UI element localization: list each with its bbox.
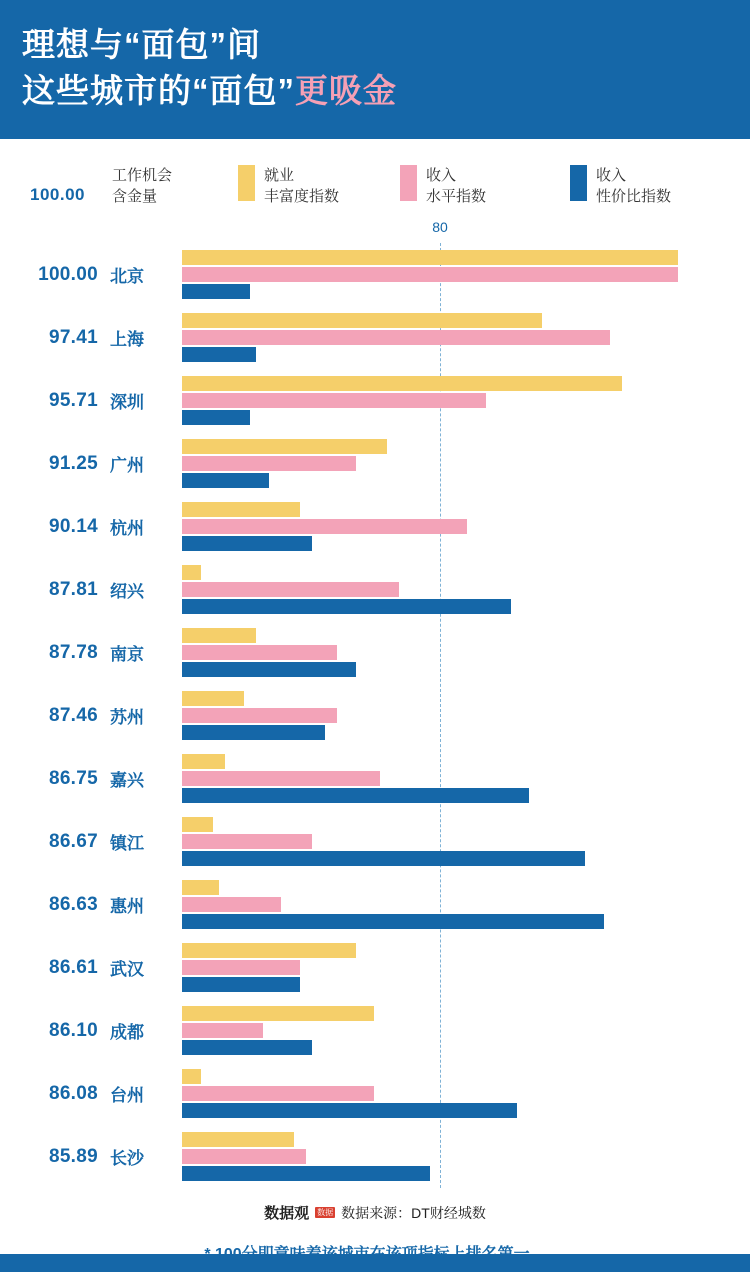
row-score: 87.78 bbox=[48, 641, 98, 663]
source-text: 数据来源：DT财经城数 bbox=[341, 1204, 486, 1221]
legend-label-income-value bbox=[596, 165, 671, 207]
row-city-label: 深圳 bbox=[110, 393, 144, 412]
bar-blue bbox=[182, 599, 511, 614]
row-bars bbox=[182, 1066, 750, 1122]
row-bars bbox=[182, 499, 750, 555]
chart-row bbox=[0, 243, 750, 306]
legend-swatch-blue bbox=[570, 165, 587, 201]
bar-yellow bbox=[182, 880, 219, 895]
row-bars bbox=[182, 814, 750, 870]
legend-item-employment-richness bbox=[238, 165, 339, 207]
row-city-label: 台州 bbox=[110, 1086, 144, 1105]
chart-row bbox=[0, 432, 750, 495]
bar-chart bbox=[0, 219, 750, 1194]
row-city-label: 成都 bbox=[110, 1023, 144, 1042]
bar-pink bbox=[182, 456, 356, 471]
row-score: 91.25 bbox=[48, 452, 98, 474]
legend-label-line-1: 收入 bbox=[596, 167, 627, 184]
bar-yellow bbox=[182, 1132, 294, 1147]
source-line bbox=[264, 1202, 486, 1223]
chart-row bbox=[0, 747, 750, 810]
legend-item-income-level bbox=[400, 165, 486, 207]
chart-row bbox=[0, 1062, 750, 1125]
row-score: 90.14 bbox=[48, 515, 98, 537]
row-score: 86.61 bbox=[48, 956, 98, 978]
row-bars bbox=[182, 688, 750, 744]
legend-score-title-line-2: 含金量 bbox=[112, 188, 158, 205]
row-score: 86.10 bbox=[48, 1019, 98, 1041]
bar-pink bbox=[182, 897, 281, 912]
row-score: 87.46 bbox=[48, 704, 98, 726]
title-line-2 bbox=[22, 68, 750, 114]
row-city-label: 长沙 bbox=[110, 1149, 144, 1168]
row-score: 86.67 bbox=[48, 830, 98, 852]
row-score: 86.75 bbox=[48, 767, 98, 789]
row-bars bbox=[182, 877, 750, 933]
row-city-label: 上海 bbox=[110, 330, 144, 349]
bar-pink bbox=[182, 1086, 374, 1101]
title-line-2-prefix: 这些城市的“面包” bbox=[22, 72, 295, 109]
bar-pink bbox=[182, 393, 486, 408]
title-line-1: 理想与“面包”间 bbox=[22, 26, 261, 63]
bar-pink bbox=[182, 330, 610, 345]
chart-row bbox=[0, 1125, 750, 1188]
header-banner bbox=[0, 0, 750, 139]
chart-row bbox=[0, 873, 750, 936]
row-bars bbox=[182, 940, 750, 996]
chart-row bbox=[0, 810, 750, 873]
bar-pink bbox=[182, 960, 300, 975]
bar-yellow bbox=[182, 1069, 201, 1084]
bar-yellow bbox=[182, 565, 201, 580]
row-city-label: 苏州 bbox=[110, 708, 144, 727]
bar-yellow bbox=[182, 376, 622, 391]
chart-row bbox=[0, 495, 750, 558]
bar-blue bbox=[182, 1103, 517, 1118]
bar-yellow bbox=[182, 502, 300, 517]
bar-yellow bbox=[182, 439, 387, 454]
bar-blue bbox=[182, 347, 256, 362]
row-bars bbox=[182, 562, 750, 618]
bar-pink bbox=[182, 1149, 306, 1164]
chart-rows bbox=[0, 219, 750, 1188]
chart-row bbox=[0, 999, 750, 1062]
bar-pink bbox=[182, 645, 337, 660]
bar-yellow bbox=[182, 943, 356, 958]
row-bars bbox=[182, 1129, 750, 1185]
axis-tick-label-80: 80 bbox=[432, 219, 448, 235]
bar-blue bbox=[182, 1040, 312, 1055]
bar-yellow bbox=[182, 313, 542, 328]
row-bars bbox=[182, 373, 750, 429]
row-bars bbox=[182, 625, 750, 681]
row-bars bbox=[182, 310, 750, 366]
brand-mark-icon: 数据 bbox=[317, 1208, 334, 1217]
legend-label-line-1: 就业 bbox=[264, 167, 295, 184]
chart-row bbox=[0, 936, 750, 999]
chart-legend bbox=[0, 139, 750, 217]
row-bars bbox=[182, 247, 750, 303]
bar-yellow bbox=[182, 1006, 374, 1021]
bar-blue bbox=[182, 914, 604, 929]
legend-score-title-line-1: 工作机会 bbox=[112, 167, 173, 184]
row-score: 97.41 bbox=[48, 326, 98, 348]
bar-pink bbox=[182, 708, 337, 723]
bar-blue bbox=[182, 662, 356, 677]
legend-label-line-2: 丰富度指数 bbox=[264, 188, 340, 205]
row-score: 86.63 bbox=[48, 893, 98, 915]
title-line-2-accent: 更吸金 bbox=[295, 72, 397, 109]
row-city-label: 镇江 bbox=[110, 834, 144, 853]
row-city-label: 武汉 bbox=[110, 960, 144, 979]
row-score: 85.89 bbox=[48, 1145, 98, 1167]
legend-label-employment-richness bbox=[264, 165, 339, 207]
row-score: 86.08 bbox=[48, 1082, 98, 1104]
bar-blue bbox=[182, 473, 269, 488]
row-city-label: 南京 bbox=[110, 645, 144, 664]
row-score: 87.81 bbox=[48, 578, 98, 600]
row-city-label: 绍兴 bbox=[110, 582, 144, 601]
bar-pink bbox=[182, 771, 380, 786]
row-score: 100.00 bbox=[38, 263, 98, 285]
bar-yellow bbox=[182, 754, 225, 769]
legend-label-line-2: 水平指数 bbox=[426, 188, 487, 205]
row-bars bbox=[182, 751, 750, 807]
bar-blue bbox=[182, 788, 529, 803]
bar-blue bbox=[182, 1166, 430, 1181]
legend-item-income-value bbox=[570, 165, 671, 207]
bar-pink bbox=[182, 582, 399, 597]
row-score: 95.71 bbox=[48, 389, 98, 411]
legend-label-line-2: 性价比指数 bbox=[596, 188, 672, 205]
bar-pink bbox=[182, 519, 467, 534]
row-city-label: 嘉兴 bbox=[110, 771, 144, 790]
bar-blue bbox=[182, 851, 585, 866]
chart-row bbox=[0, 558, 750, 621]
bar-blue bbox=[182, 536, 312, 551]
bar-yellow bbox=[182, 691, 244, 706]
bar-blue bbox=[182, 977, 300, 992]
row-bars bbox=[182, 1003, 750, 1059]
chart-row bbox=[0, 684, 750, 747]
row-city-label: 北京 bbox=[110, 267, 144, 286]
bar-yellow bbox=[182, 628, 256, 643]
bottom-accent-bar bbox=[0, 1254, 750, 1272]
bar-pink bbox=[182, 267, 678, 282]
chart-row bbox=[0, 306, 750, 369]
legend-swatch-yellow bbox=[238, 165, 255, 201]
source-brand: 数据观 bbox=[264, 1205, 310, 1222]
chart-row bbox=[0, 369, 750, 432]
bar-blue bbox=[182, 725, 325, 740]
bar-blue bbox=[182, 410, 250, 425]
legend-swatch-pink bbox=[400, 165, 417, 201]
bar-pink bbox=[182, 834, 312, 849]
row-city-label: 惠州 bbox=[110, 897, 144, 916]
legend-score-title bbox=[112, 165, 172, 207]
bar-yellow bbox=[182, 250, 678, 265]
row-bars bbox=[182, 436, 750, 492]
bar-pink bbox=[182, 1023, 263, 1038]
row-city-label: 广州 bbox=[110, 456, 144, 475]
legend-label-line-1: 收入 bbox=[426, 167, 457, 184]
bar-blue bbox=[182, 284, 250, 299]
legend-label-income-level bbox=[426, 165, 486, 207]
row-city-label: 杭州 bbox=[110, 519, 144, 538]
chart-row bbox=[0, 621, 750, 684]
legend-score-sample: 100.00 bbox=[30, 185, 85, 204]
bar-yellow bbox=[182, 817, 213, 832]
